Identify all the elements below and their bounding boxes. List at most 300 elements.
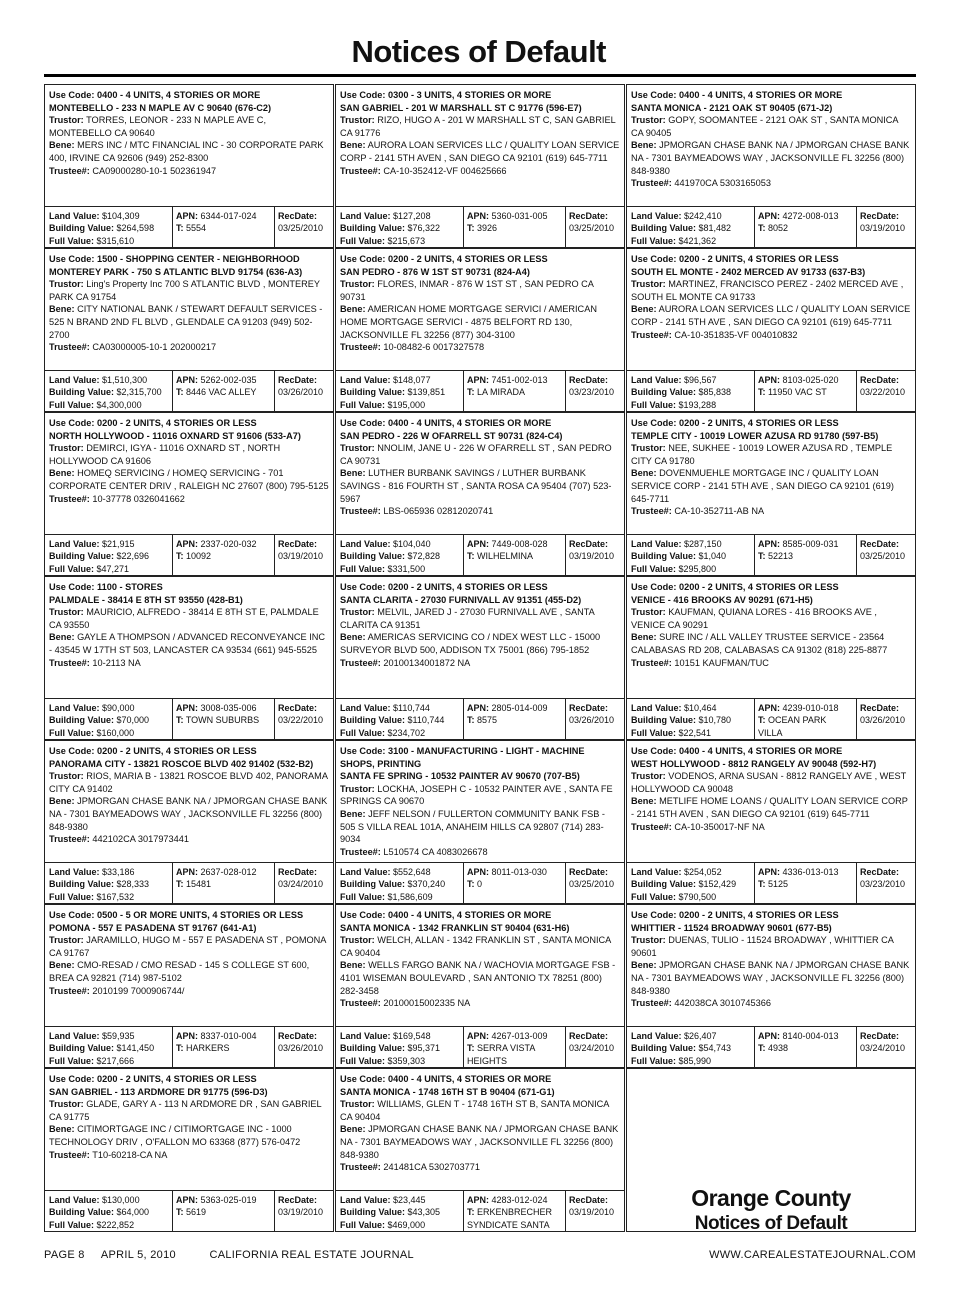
land-value <box>49 538 169 550</box>
apn-value: 8337-010-004 <box>200 1031 257 1041</box>
property-address: SAN GABRIEL - 113 ARDMORE DR 91775 (596-D3) <box>49 1086 268 1097</box>
values-row <box>336 1026 624 1067</box>
trustor-value: WILLIAMS, GLEN T - 1748 16TH ST B, SANTA MONICA CA 90404 <box>340 1099 609 1122</box>
apn-label: APN: <box>467 1031 489 1041</box>
beneficiary-label: Bene: <box>631 140 657 151</box>
footer-url: WWW.CAREALESTATEJOURNAL.COM <box>709 1249 916 1261</box>
trustee-number-label: Trustee#: <box>49 834 90 845</box>
land-value-value: $96,567 <box>684 375 717 385</box>
apn-label: APN: <box>758 211 780 221</box>
trustor <box>49 1098 329 1123</box>
apn <box>758 374 853 386</box>
trustor-value: KAUFMAN, QUIANA LORES - 416 BROOKS AVE , VENICE CA 90291 <box>631 607 877 630</box>
land-value-value: $127,208 <box>393 211 431 221</box>
notice-card <box>44 904 334 1068</box>
tract <box>176 714 271 726</box>
trustee-number-value: CA-10-352412-VF 004625666 <box>383 165 507 176</box>
recdate-value: 03/22/2010 <box>860 387 906 398</box>
tract-label: T: <box>176 223 184 234</box>
trustor-value: TORRES, LEONOR - 233 N MAPLE AVE C, MONTEBELLO CA 90640 <box>49 115 266 138</box>
full-value-value: $85,990 <box>678 1055 712 1066</box>
building-value-value: $64,000 <box>116 1207 150 1218</box>
trustor-label: Trustor: <box>631 443 666 454</box>
recdate-col <box>857 699 915 739</box>
property-address: PANORAMA CITY - 13821 ROSCOE BLVD 402 91402 (532-B2) <box>49 758 314 769</box>
recdate-label: RecDate: <box>569 1195 609 1205</box>
property-address: SANTA MONICA - 2121 OAK ST 90405 (671-J2) <box>631 102 833 113</box>
full-value <box>49 563 169 575</box>
beneficiary-label: Bene: <box>631 304 657 315</box>
trustor <box>631 934 911 959</box>
title-divider <box>44 74 916 77</box>
notice-body <box>627 741 915 833</box>
trustee-number-label: Trustee#: <box>631 506 672 517</box>
apn-label: APN: <box>467 375 489 385</box>
notice-body <box>45 85 333 177</box>
recdate-col <box>566 207 624 247</box>
tract-value: 0 <box>477 879 483 890</box>
beneficiary-label: Bene: <box>49 468 75 479</box>
tract-label: T: <box>758 879 766 890</box>
notice-body <box>336 249 624 354</box>
recdate-label: RecDate: <box>278 1195 318 1205</box>
trustor <box>340 114 620 139</box>
full-value <box>49 727 169 739</box>
notice-body <box>627 413 915 518</box>
values-col <box>45 1027 173 1067</box>
recdate-value: 03/26/2010 <box>278 387 324 398</box>
apn-col <box>173 207 275 247</box>
values-row <box>336 698 624 739</box>
full-value <box>340 235 460 247</box>
trustor <box>340 934 620 959</box>
trustor-label: Trustor: <box>631 607 666 618</box>
tract-label: T: <box>467 879 475 890</box>
use-code <box>49 1073 329 1086</box>
use-code-value: 0200 - 2 UNITS, 4 STORIES OR LESS <box>388 582 548 592</box>
values-row <box>45 534 333 575</box>
apn-value: 7449-008-028 <box>491 539 548 549</box>
land-value-value: $254,052 <box>684 867 722 877</box>
use-code-label: Use Code: <box>340 90 386 100</box>
property-address: MONTEREY PARK - 750 S ATLANTIC BLVD 91754 (636-A3) <box>49 266 303 277</box>
property-address: SAN GABRIEL - 201 W MARSHALL ST C 91776 (596-E7) <box>340 102 582 113</box>
notice-card <box>335 1068 625 1232</box>
apn-col <box>173 1027 275 1067</box>
building-value-value: $95,371 <box>407 1043 441 1054</box>
building-value-label: Building Value: <box>49 1207 115 1218</box>
notice-card <box>626 248 916 412</box>
building-value-label: Building Value: <box>631 715 697 726</box>
apn <box>467 702 562 714</box>
recdate-col <box>566 535 624 575</box>
trustee-number <box>340 505 620 518</box>
property-address: MONTEBELLO - 233 N MAPLE AV C 90640 (676-C2) <box>49 102 272 113</box>
trustor <box>340 442 620 467</box>
values-row <box>336 862 624 903</box>
full-value <box>49 1055 169 1067</box>
values-col <box>45 863 173 903</box>
tract-value: ERKENBRECHER SYNDICATE SANTA <box>467 1207 553 1230</box>
land-value-value: $33,186 <box>102 867 135 877</box>
recdate-col <box>566 1027 624 1067</box>
use-code <box>631 253 911 266</box>
apn-value: 5363-025-019 <box>200 1195 257 1205</box>
land-value-label: Land Value: <box>49 1195 100 1205</box>
building-value-label: Building Value: <box>631 551 697 562</box>
apn-label: APN: <box>176 211 198 221</box>
building-value <box>340 1042 460 1054</box>
beneficiary-label: Bene: <box>340 960 366 971</box>
tract-label: T: <box>758 387 766 398</box>
land-value-label: Land Value: <box>631 211 682 221</box>
notice-body <box>627 249 915 341</box>
land-value-value: $104,040 <box>393 539 431 549</box>
full-value-label: Full Value: <box>340 891 386 902</box>
tract-label: T: <box>758 1043 766 1054</box>
apn-col <box>464 1191 566 1231</box>
building-value <box>340 386 460 398</box>
land-value <box>49 210 169 222</box>
notices-grid <box>44 84 916 1231</box>
beneficiary-value: CITIMORTGAGE INC / CITIMORTGAGE INC - 1000 TECHNOLOGY DRIV , O'FALLON MO 63368 (877) 576-0472 <box>49 1124 301 1147</box>
land-value-label: Land Value: <box>340 1195 391 1205</box>
apn <box>176 210 271 222</box>
apn-label: APN: <box>176 539 198 549</box>
values-row <box>336 206 624 247</box>
trustee-number-value: CA03000005-10-1 202000217 <box>92 342 217 353</box>
notice-card <box>44 740 334 904</box>
trustor <box>49 934 329 959</box>
land-value-value: $26,407 <box>684 1031 717 1041</box>
building-value-label: Building Value: <box>631 879 697 890</box>
use-code-value: 0200 - 2 UNITS, 4 STORIES OR LESS <box>97 418 257 428</box>
tract <box>758 714 853 739</box>
beneficiary <box>340 139 620 164</box>
full-value-value: $359,303 <box>387 1055 426 1066</box>
land-value-label: Land Value: <box>49 375 100 385</box>
recdate-value: 03/24/2010 <box>569 1043 615 1054</box>
apn-col <box>173 1191 275 1231</box>
trustor-label: Trustor: <box>49 771 84 782</box>
use-code <box>340 417 620 430</box>
trustor-label: Trustor: <box>49 443 84 454</box>
recdate-label: RecDate: <box>278 867 318 877</box>
land-value <box>49 866 169 878</box>
beneficiary-label: Bene: <box>49 960 75 971</box>
tract-value: 15481 <box>186 879 212 890</box>
recdate-label: RecDate: <box>569 211 609 221</box>
property-address: SAN PEDRO - 226 W OFARRELL ST 90731 (824-C4) <box>340 430 563 441</box>
land-value-label: Land Value: <box>340 211 391 221</box>
beneficiary <box>340 303 620 341</box>
use-code-label: Use Code: <box>49 910 95 920</box>
tract <box>758 550 853 562</box>
full-value-value: $22,541 <box>678 727 712 738</box>
building-value-value: $22,696 <box>116 551 150 562</box>
building-value-value: $139,851 <box>407 387 446 398</box>
tract <box>467 222 562 234</box>
apn-label: APN: <box>176 1195 198 1205</box>
trustee-number-value: CA09000280-10-1 502361947 <box>92 165 217 176</box>
land-value-label: Land Value: <box>631 539 682 549</box>
recdate-value: 03/19/2010 <box>278 1207 324 1218</box>
apn-col <box>755 1027 857 1067</box>
use-code-value: 0400 - 4 UNITS, 4 STORIES OR MORE <box>679 90 843 100</box>
beneficiary <box>340 959 620 997</box>
full-value-value: $217,666 <box>96 1055 135 1066</box>
land-value-value: $21,915 <box>102 539 135 549</box>
land-value-label: Land Value: <box>49 703 100 713</box>
use-code-value: 0500 - 5 OR MORE UNITS, 4 STORIES OR LESS <box>97 910 304 920</box>
tract-label: T: <box>176 387 184 398</box>
apn-label: APN: <box>176 1031 198 1041</box>
recdate-label: RecDate: <box>278 539 318 549</box>
building-value-label: Building Value: <box>340 879 406 890</box>
apn-value: 4336-013-013 <box>782 867 839 877</box>
beneficiary-label: Bene: <box>631 468 657 479</box>
tract-value: 8575 <box>477 715 498 726</box>
values-row <box>627 862 915 903</box>
building-value-value: $1,040 <box>698 551 727 562</box>
beneficiary-value: METLIFE HOME LOANS / QUALITY LOAN SERVICE CORP - 2141 5TH AVEN , SAN DIEGO CA 92101 (619) 645-7711 <box>631 796 908 819</box>
beneficiary-value: DOVENMUEHLE MORTGAGE INC / QUALITY LOAN SERVICE CORP - 2141 5TH AVE , SAN DIEGO CA 92101 (619) 645-7711 <box>631 468 894 504</box>
beneficiary <box>631 631 911 656</box>
land-value-label: Land Value: <box>340 867 391 877</box>
apn-label: APN: <box>467 867 489 877</box>
building-value-value: $54,743 <box>698 1043 732 1054</box>
trustee-number <box>340 341 620 354</box>
tract-value: HARKERS <box>186 1043 230 1054</box>
tract <box>467 1042 562 1067</box>
building-value-label: Building Value: <box>340 1207 406 1218</box>
beneficiary-label: Bene: <box>631 632 657 643</box>
beneficiary <box>49 795 329 833</box>
full-value-value: $790,500 <box>678 891 717 902</box>
building-value-value: $10,780 <box>698 715 732 726</box>
values-col <box>45 371 173 411</box>
trustee-number-value: 441970CA 5303165053 <box>674 178 771 189</box>
trustee-number <box>631 177 911 190</box>
building-value <box>340 714 460 726</box>
full-value <box>631 727 751 739</box>
full-value-value: $47,271 <box>96 563 130 574</box>
trustor-label: Trustor: <box>631 115 666 126</box>
use-code <box>340 89 620 102</box>
recdate-col <box>275 535 333 575</box>
notice-body <box>627 577 915 669</box>
recdate-col <box>857 371 915 411</box>
building-value <box>631 222 751 234</box>
beneficiary-value: AMERICAS SERVICING CO / NDEX WEST LLC - 15000 SURVEYOR BLVD 500, ADDISON TX 75001 (866) 795-1852 <box>340 632 601 655</box>
trustee-number <box>340 997 620 1010</box>
property-address: WEST HOLLYWOOD - 8812 RANGELY AV 90048 (592-H7) <box>631 758 877 769</box>
tract-label: T: <box>467 551 475 562</box>
land-value <box>49 1194 169 1206</box>
full-value-value: $331,500 <box>387 563 426 574</box>
building-value <box>49 1042 169 1054</box>
trustee-number <box>49 657 329 670</box>
recdate-label: RecDate: <box>860 867 900 877</box>
land-value-value: $23,445 <box>393 1195 426 1205</box>
building-value <box>631 1042 751 1054</box>
orange-county-title: Orange County <box>691 1184 851 1211</box>
full-value-label: Full Value: <box>340 1219 386 1230</box>
use-code <box>631 581 911 594</box>
values-row <box>627 534 915 575</box>
beneficiary <box>340 631 620 656</box>
values-col <box>336 863 464 903</box>
apn-value: 4272-008-013 <box>782 211 839 221</box>
values-col <box>627 1027 755 1067</box>
use-code-value: 0200 - 2 UNITS, 4 STORIES OR LESS <box>679 418 839 428</box>
apn-col <box>464 863 566 903</box>
values-row <box>627 370 915 411</box>
beneficiary-label: Bene: <box>49 632 75 643</box>
use-code-value: 0400 - 4 UNITS, 4 STORIES OR MORE <box>679 746 843 756</box>
use-code-value: 0200 - 2 UNITS, 4 STORIES OR LESS <box>388 254 548 264</box>
beneficiary <box>49 467 329 492</box>
trustee-number <box>340 657 620 670</box>
building-value <box>49 222 169 234</box>
trustee-number-label: Trustee#: <box>49 1149 90 1160</box>
beneficiary-label: Bene: <box>340 140 366 151</box>
building-value-label: Building Value: <box>49 715 115 726</box>
trustor <box>49 114 329 139</box>
apn-label: APN: <box>176 703 198 713</box>
land-value-value: $148,077 <box>393 375 431 385</box>
building-value-value: $70,000 <box>116 715 150 726</box>
tract-label: T: <box>467 1207 475 1218</box>
trustor <box>49 442 329 467</box>
land-value <box>340 1030 460 1042</box>
full-value-label: Full Value: <box>49 563 95 574</box>
tract-value: 5554 <box>186 223 207 234</box>
trustee-number-label: Trustee#: <box>631 998 672 1009</box>
apn-col <box>464 207 566 247</box>
beneficiary-value: AMERICAN HOME MORTGAGE SERVICI / AMERICAN HOME MORTGAGE SERVICI - 4875 BELFORT RD 130, JACKSONVILLE FL 32256 (877) 304-3100 <box>340 304 597 340</box>
trustor-label: Trustor: <box>340 443 375 454</box>
beneficiary <box>631 139 911 177</box>
use-code <box>49 253 329 266</box>
trustor <box>340 783 620 808</box>
property-address: SANTA FE SPRING - 10532 PAINTER AV 90670 (707-B5) <box>340 771 580 782</box>
full-value-label: Full Value: <box>340 399 386 410</box>
beneficiary-value: AURORA LOAN SERVICES LLC / QUALITY LOAN SERVICE CORP - 2141 5TH AVEN , SAN DIEGO CA 92101 (619) 645-7711 <box>340 140 620 163</box>
land-value-value: $110,744 <box>393 703 430 713</box>
recdate-value: 03/25/2010 <box>569 223 615 234</box>
beneficiary-label: Bene: <box>49 796 75 807</box>
apn-col <box>173 863 275 903</box>
tract <box>467 550 562 562</box>
notice-body <box>627 905 915 1010</box>
use-code-label: Use Code: <box>631 418 677 428</box>
recdate-col <box>857 535 915 575</box>
trustor-label: Trustor: <box>340 607 375 618</box>
full-value-value: $193,288 <box>678 399 717 410</box>
trustor-value: JARAMILLO, HUGO M - 557 E PASADENA ST , POMONA CA 91767 <box>49 935 326 958</box>
beneficiary-value: JPMORGAN CHASE BANK NA / JPMORGAN CHASE BANK NA - 7301 BAYMEADOWS WAY , JACKSONVILLE FL 32256 (800) 848-9380 <box>631 960 910 996</box>
land-value-label: Land Value: <box>631 703 682 713</box>
land-value-value: $130,000 <box>102 1195 140 1205</box>
use-code-label: Use Code: <box>340 1074 386 1084</box>
trustee-number-label: Trustee#: <box>631 821 672 832</box>
property-address: SANTA CLARITA - 27030 FURNIVALL AV 91351 (455-D2) <box>340 594 582 605</box>
apn-label: APN: <box>176 867 198 877</box>
notice-card <box>626 740 916 904</box>
orange-county-subtitle: Notices of Default <box>694 1212 848 1232</box>
apn-value: 2637-028-012 <box>200 867 257 877</box>
land-value-label: Land Value: <box>49 539 100 549</box>
apn-label: APN: <box>758 375 780 385</box>
values-col <box>627 207 755 247</box>
full-value <box>340 891 460 903</box>
full-value <box>340 1055 460 1067</box>
trustee-number-value: 10151 KAUFMAN/TUC <box>674 657 769 668</box>
tract-value: 10092 <box>186 551 212 562</box>
use-code-value: 0200 - 2 UNITS, 4 STORIES OR LESS <box>97 746 257 756</box>
building-value-value: $81,482 <box>698 223 732 234</box>
land-value <box>340 702 460 714</box>
use-code-value: 0200 - 2 UNITS, 4 STORIES OR LESS <box>679 910 839 920</box>
building-value-label: Building Value: <box>49 387 115 398</box>
building-value-label: Building Value: <box>631 387 697 398</box>
apn-col <box>173 535 275 575</box>
values-row <box>45 1190 333 1231</box>
use-code <box>340 253 620 266</box>
apn-value: 8585-009-031 <box>782 539 839 549</box>
building-value <box>49 1206 169 1218</box>
tract <box>176 878 271 890</box>
building-value-label: Building Value: <box>340 387 406 398</box>
apn-value: 8011-013-030 <box>491 867 547 877</box>
values-row <box>45 1026 333 1067</box>
tract-value: 3926 <box>477 223 498 234</box>
trustee-number <box>49 493 329 506</box>
apn-value: 5360-031-005 <box>491 211 548 221</box>
use-code-label: Use Code: <box>49 254 95 264</box>
beneficiary-label: Bene: <box>340 304 366 315</box>
land-value-label: Land Value: <box>49 867 100 877</box>
trustee-number-label: Trustee#: <box>49 165 90 176</box>
full-value-value: $421,362 <box>678 235 717 246</box>
land-value <box>49 1030 169 1042</box>
trustee-number <box>340 165 620 178</box>
recdate-value: 03/26/2010 <box>278 1043 324 1054</box>
use-code <box>631 745 911 758</box>
tract-value: 8446 VAC ALLEY <box>186 387 257 398</box>
beneficiary-value: CITY NATIONAL BANK / STEWART DEFAULT SERVICES - 525 N BRAND 2ND FL BLVD , GLENDALE CA 91203 (949) 502-2700 <box>49 304 323 340</box>
page-title: Notices of Default <box>351 34 606 69</box>
full-value-label: Full Value: <box>49 891 95 902</box>
tract-value: 4938 <box>768 1043 789 1054</box>
tract-label: T: <box>758 715 766 726</box>
recdate-col <box>275 699 333 739</box>
use-code-value: 0200 - 2 UNITS, 4 STORIES OR LESS <box>679 254 839 264</box>
notice-body <box>45 741 333 846</box>
use-code <box>49 581 329 594</box>
trustee-number-value: CA-10-352711-AB NA <box>674 506 765 517</box>
building-value-value: $72,828 <box>407 551 441 562</box>
building-value-value: $43,305 <box>407 1207 441 1218</box>
use-code-label: Use Code: <box>49 582 95 592</box>
values-col <box>336 207 464 247</box>
tract <box>467 714 562 726</box>
tract-value: 52213 <box>768 551 794 562</box>
notice-body <box>336 905 624 1010</box>
beneficiary-value: WELLS FARGO BANK NA / WACHOVIA MORTGAGE FSB - 4101 WISEMAN BOULEVARD , SAN ANTONIO TX 78251 (800) 282-3458 <box>340 960 616 996</box>
land-value <box>49 374 169 386</box>
